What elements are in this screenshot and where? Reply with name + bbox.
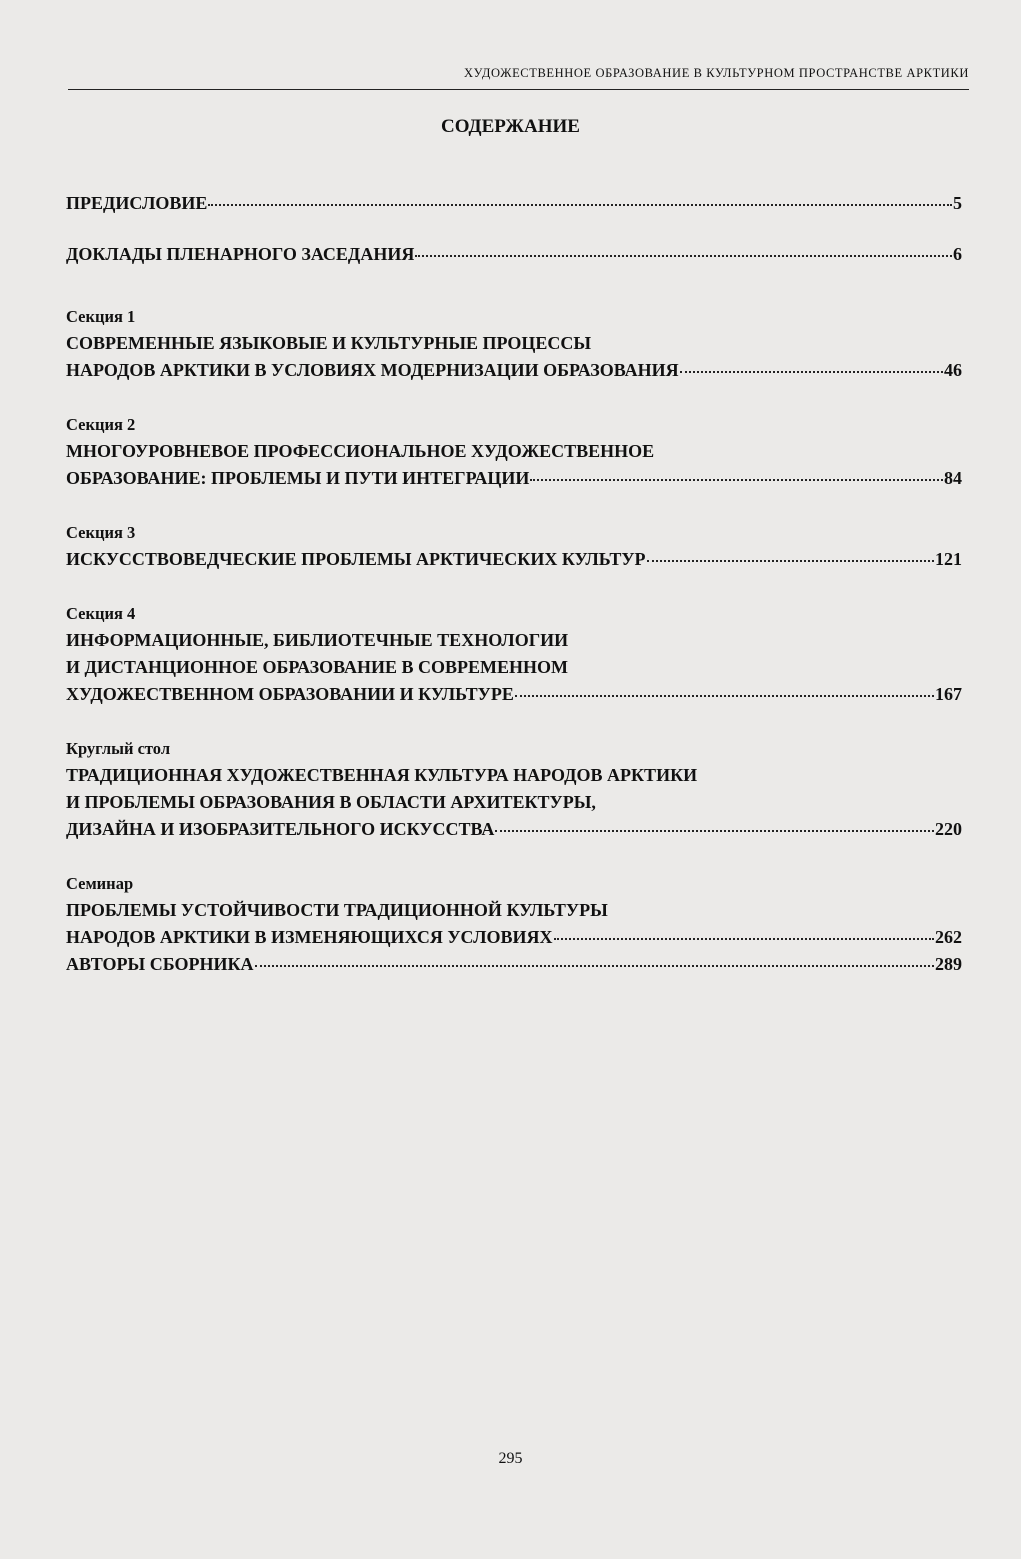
- toc-entry[interactable]: [66, 412, 962, 492]
- toc-entry[interactable]: [66, 871, 962, 951]
- dot-leader: [647, 546, 934, 562]
- toc-entry-title: ДОКЛАДЫ ПЛЕНАРНОГО ЗАСЕДАНИЯ: [66, 244, 415, 264]
- table-of-contents: [66, 190, 962, 978]
- toc-entry-title-line: И ПРОБЛЕМЫ ОБРАЗОВАНИЯ В ОБЛАСТИ АРХИТЕКТУРЫ,: [66, 792, 596, 812]
- toc-page-number: 289: [935, 954, 962, 974]
- toc-entry-last-line[interactable]: [66, 924, 962, 951]
- toc-entry-title-line: ПРОБЛЕМЫ УСТОЙЧИВОСТИ ТРАДИЦИОННОЙ КУЛЬТУРЫ: [66, 900, 608, 920]
- toc-entry-last-line[interactable]: [66, 681, 962, 708]
- running-header: [68, 66, 969, 90]
- toc-entry-title-line: ТРАДИЦИОННАЯ ХУДОЖЕСТВЕННАЯ КУЛЬТУРА НАРОДОВ АРКТИКИ: [66, 765, 698, 785]
- dot-leader: [495, 816, 934, 832]
- toc-entry[interactable]: [66, 736, 962, 843]
- dot-leader: [208, 190, 952, 206]
- running-header-text: ХУДОЖЕСТВЕННОЕ ОБРАЗОВАНИЕ В КУЛЬТУРНОМ ПРОСТРАНСТВЕ АРКТИКИ: [464, 66, 969, 80]
- toc-entry-last-line[interactable]: [66, 357, 962, 384]
- toc-entry-last-line[interactable]: [66, 546, 962, 573]
- section-label: Круглый стол: [66, 739, 171, 758]
- toc-entry[interactable]: [66, 304, 962, 384]
- toc-entry-title-line: ИСКУССТВОВЕДЧЕСКИЕ ПРОБЛЕМЫ АРКТИЧЕСКИХ КУЛЬТУР: [66, 549, 646, 569]
- toc-page-number: 46: [944, 360, 962, 380]
- toc-page-number: 262: [935, 927, 962, 947]
- section-label: Семинар: [66, 874, 134, 893]
- toc-entry-title-line: ИНФОРМАЦИОННЫЕ, БИБЛИОТЕЧНЫЕ ТЕХНОЛОГИИ: [66, 630, 569, 650]
- toc-entry[interactable]: [66, 601, 962, 708]
- dot-leader: [255, 951, 934, 967]
- toc-entry-last-line[interactable]: [66, 241, 962, 268]
- toc-title: СОДЕРЖАНИЕ: [441, 116, 580, 137]
- toc-entry-title: ПРЕДИСЛОВИЕ: [66, 193, 208, 213]
- toc-entry-last-line[interactable]: [66, 190, 962, 217]
- toc-entry-title-line: МНОГОУРОВНЕВОЕ ПРОФЕССИОНАЛЬНОЕ ХУДОЖЕСТВЕННОЕ: [66, 441, 655, 461]
- dot-leader: [530, 465, 943, 481]
- toc-entry[interactable]: [66, 190, 962, 217]
- toc-entry-title-line: ОБРАЗОВАНИЕ: ПРОБЛЕМЫ И ПУТИ ИНТЕГРАЦИИ: [66, 468, 530, 488]
- dot-leader: [415, 241, 952, 257]
- toc-entry-title-line: ХУДОЖЕСТВЕННОМ ОБРАЗОВАНИИ И КУЛЬТУРЕ: [66, 684, 514, 704]
- toc-entry-last-line[interactable]: [66, 816, 962, 843]
- dot-leader: [680, 357, 943, 373]
- page-number: 295: [498, 1450, 523, 1467]
- toc-entry-title-line: НАРОДОВ АРКТИКИ В ИЗМЕНЯЮЩИХСЯ УСЛОВИЯХ: [66, 927, 553, 947]
- toc-entry-title-line: ДИЗАЙНА И ИЗОБРАЗИТЕЛЬНОГО ИСКУССТВА: [66, 819, 495, 839]
- toc-page-number: 220: [935, 819, 962, 839]
- section-label: Секция 1: [66, 307, 136, 326]
- section-label: Секция 3: [66, 523, 136, 542]
- toc-entry-title-line: И ДИСТАНЦИОННОЕ ОБРАЗОВАНИЕ В СОВРЕМЕННОМ: [66, 657, 569, 677]
- toc-entry-last-line[interactable]: [66, 465, 962, 492]
- toc-entry-title-line: СОВРЕМЕННЫЕ ЯЗЫКОВЫЕ И КУЛЬТУРНЫЕ ПРОЦЕССЫ: [66, 333, 592, 353]
- toc-entry-last-line[interactable]: [66, 951, 962, 978]
- section-label: Секция 4: [66, 604, 136, 623]
- toc-page-number: 6: [953, 244, 962, 264]
- dot-leader: [554, 924, 934, 940]
- toc-page-number: 5: [953, 193, 962, 213]
- toc-entry[interactable]: [66, 241, 962, 268]
- toc-entry-title-line: НАРОДОВ АРКТИКИ В УСЛОВИЯХ МОДЕРНИЗАЦИИ ОБРАЗОВАНИЯ: [66, 360, 679, 380]
- toc-entry[interactable]: [66, 951, 962, 978]
- toc-page-number: 121: [935, 549, 962, 569]
- toc-page-number: 167: [935, 684, 962, 704]
- toc-page-number: 84: [944, 468, 962, 488]
- section-label: Секция 2: [66, 415, 136, 434]
- toc-entry[interactable]: [66, 520, 962, 573]
- toc-entry-title: АВТОРЫ СБОРНИКА: [66, 954, 254, 974]
- dot-leader: [515, 681, 934, 697]
